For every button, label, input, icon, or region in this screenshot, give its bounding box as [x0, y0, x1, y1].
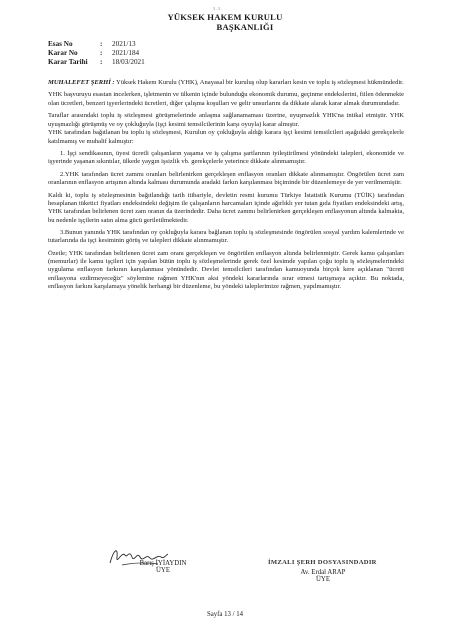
paragraph: YHK başvuruyu esastan incelerken, işletmenin ve ülkenin içinde bulunduğu ekonomik durumu, geçinme endekslerini, fiilen ödenmekte olan ücretleri, benzeri işyerlerindeki ücretleri, diğer çalışma koşulları ve gelir unsurlarını da dikkate alarak karar almak durumundadır.	[48, 91, 404, 107]
signature-block-left	[118, 560, 208, 574]
signatory-role: ÜYE	[316, 576, 330, 583]
paragraph: 3.Bunun yanında YHK tarafından oy çokluğuyla karara bağlanan toplu iş sözleşmesinde öngörülen sosyal yardım kalemlerinde ve tutarlarında da işçi kesiminin görüş ve talepleri dikkate alınmamıştır.	[48, 229, 404, 245]
top-mark: 1.1.	[213, 6, 223, 11]
paragraph-text: Yüksek Hakem Kurulu (YHK), Anayasal bir kuruluş olup kararları kesin ve toplu iş sözleşmesi hükmündedir.	[114, 79, 404, 86]
meta-colon: :	[100, 49, 103, 57]
paragraph: Özetle; YHK tarafından belirlenen ücret zam oranı gerçekleşen ve öngörülen enflasyon altında belirlenmiştir. Gerek kamu çalışanları (memurlar) ile kamu işçileri için yapılan bütün toplu iş sözleşmelerinde gerek özel kesimde yapılan çoğu toplu iş sözleşmelerindeki uygulama enflasyon farkının karşılanması yönündedir. Devlet temsilcileri tarafından kamuoyunda birçok kere açıklanan "ücreti enflasyona ezdirmeyeceğiz" söylemine rağmen YHK'nın aksi yöndeki kararlarında ısrar etmesi tartışmaya açıktır. Bu noktada, enflasyon farkını karşılamaya yönelik herhangi bir düzenleme, bu yöndeki taleplerimize rağmen, yapılmamıştır.	[48, 249, 404, 291]
meta-key: Esas No	[48, 40, 73, 48]
signatory-name: Av. Erdal ARAP	[300, 569, 346, 576]
meta-key: Karar No	[48, 49, 78, 57]
meta-value: 2021/13	[112, 40, 136, 48]
meta-value: 2021/184	[112, 49, 140, 57]
meta-colon: :	[100, 40, 103, 48]
signatory-role: ÜYE	[156, 567, 170, 574]
document-subtitle: BAŞKANLIĞI	[216, 22, 274, 32]
paragraph: 2.YHK tarafından ücret zammı oranları belirlenirken gerçekleşen enflasyon oranları dikkate alınmamıştır. Öngörülen ücret zam oranlarının enflasyon artışının altında kalması durumunda aradaki farkın karşılanması biçiminde bir düzenlemeye de yer verilmemiştir.	[48, 170, 404, 187]
paragraph	[48, 79, 404, 87]
signature-block-right	[283, 569, 363, 583]
meta-row-tarih	[48, 58, 145, 66]
page-number: Sayfa 13 / 14	[206, 611, 244, 618]
meta-row-karar	[48, 49, 139, 57]
paragraph: Kaldı ki, toplu iş sözleşmesinin bağıtlandığı tarih itibariyle, devletin resmi kurumu Türkiye İstatistik Kurumu (TÜİK) tarafından hesaplanan tüketici fiyatları endeksindeki değişim ile çalışanların harcamaları içinde ağırlıklı yer tutan gıda fiyatları endeksindeki artış, YHK tarafından belirlenen ücret zam oranın da üzerindedir. Daha ücret zammı belirlenirken gerçekleşen enflasyonun altında kalmakta, bu nedenle işçilerin satın alma gücü geriletilmektedir.	[48, 191, 404, 224]
meta-key: Karar Tarihi	[48, 58, 88, 66]
meta-value: 18/03/2021	[112, 58, 145, 66]
paragraph: 1. İşçi sendikasının, üyesi ücretli çalışanların yaşama ve iş çalışma şartlarının iyileştirilmesi yönündeki talepleri, ekonomide ve işyerinde yaşanan sıkıntılar, ülkede yaygın işsizlik vb. gerekçelerle yeterince dikkate alınmamıştır.	[48, 150, 404, 166]
paragraph: Taraflar arasındaki toplu iş sözleşmesi görüşmelerinde anlaşma sağlanamaması üzerine, uyuşmazlık YHK'na intikal etmiştir. YHK uyuşmazlığı görüşmüş ve oy çokluğuyla (işçi kesimi temsilcilerinin karşı oyuyla) karar almıştır.	[48, 112, 404, 128]
meta-colon: :	[100, 58, 103, 66]
dissent-heading: MUHALEFET ŞERHİ :	[48, 79, 115, 86]
signatory-name: Barış İYİAYDIN	[139, 560, 187, 567]
signed-dissent-note: İMZALI ŞERH DOSYASINDADIR	[268, 559, 377, 566]
meta-row-esas	[48, 40, 136, 48]
document-title: YÜKSEK HAKEM KURULU	[167, 12, 283, 22]
paragraph: YHK tarafından bağıtlanan bu toplu iş sözleşmesi, Kurulun oy çokluğuyla aldığı karara işçi kesimi temsilcileri aşağıdaki gerekçelerle katılmamış ve muhalif kalmıştır:	[48, 129, 404, 145]
dissent-body	[48, 79, 404, 296]
